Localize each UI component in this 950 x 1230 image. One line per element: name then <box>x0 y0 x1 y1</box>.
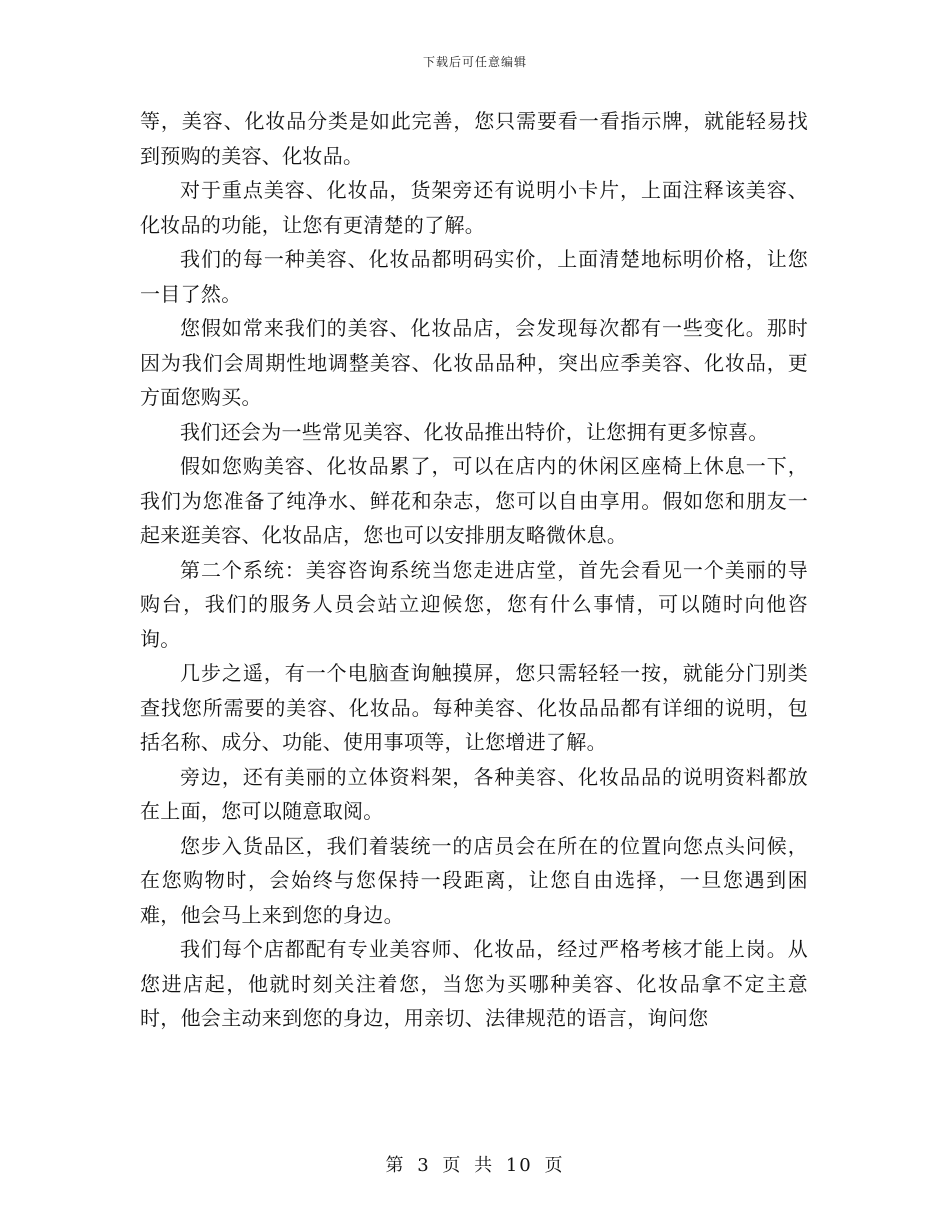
paragraph-5: 我们还会为一些常见美容、化妆品推出特价，让您拥有更多惊喜。 <box>180 419 769 444</box>
paragraph-9: 旁边，还有美丽的立体资料架，各种美容、化妆品品的说明资料都放在上面，您可以随意取阅。 <box>140 764 808 823</box>
paragraph-7: 第二个系统：美容咨询系统当您走进店堂，首先会看见一个美丽的导购台，我们的服务人员会站立迎候您，您有什么事情，可以随时向他咨询。 <box>140 557 808 651</box>
paragraph-11: 我们每个店都配有专业美容师、化妆品，经过严格考核才能上岗。从您进店起，他就时刻关注着您，当您为买哪种美容、化妆品拿不定主意时，他会主动来到您的身边，用亲切、法律规范的语言，询问您 <box>140 937 808 1030</box>
paragraph-10: 您步入货品区，我们着装统一的店员会在所在的位置向您点头问候，在您购物时，会始终与您保持一段距离，让您自由选择，一旦您遇到困难，他会马上来到您的身边。 <box>140 833 808 927</box>
paragraph-6: 假如您购美容、化妆品累了，可以在店内的休闲区座椅上休息一下，我们为您准备了纯净水、鲜花和杂志，您可以自由享用。假如您和朋友一起来逛美容、化妆品店，您也可以安排朋友略微休息。 <box>140 454 808 547</box>
page-number-footer: 第 3 页 共 10 页 <box>385 1155 565 1176</box>
paragraph-1: 等，美容、化妆品分类是如此完善，您只需要看一看指示牌，就能轻易找到预购的美容、化妆品。 <box>140 109 808 168</box>
page-header-note: 下载后可任意编辑 <box>422 55 527 69</box>
document-body <box>140 104 808 1036</box>
paragraph-4: 您假如常来我们的美容、化妆品店，会发现每次都有一些变化。那时因为我们会周期性地调整美容、化妆品品种，突出应季美容、化妆品，更方面您购买。 <box>140 316 808 409</box>
paragraph-3: 我们的每一种美容、化妆品都明码实价，上面清楚地标明价格，让您一目了然。 <box>140 247 808 306</box>
paragraph-8: 几步之遥，有一个电脑查询触摸屏，您只需轻轻一按，就能分门别类查找您所需要的美容、化妆品。每种美容、化妆品品都有详细的说明，包括名称、成分、功能、使用事项等，让您增进了解。 <box>140 661 808 754</box>
paragraph-2: 对于重点美容、化妆品，货架旁还有说明小卡片，上面注释该美容、化妆品的功能，让您有更清楚的了解。 <box>140 178 808 237</box>
